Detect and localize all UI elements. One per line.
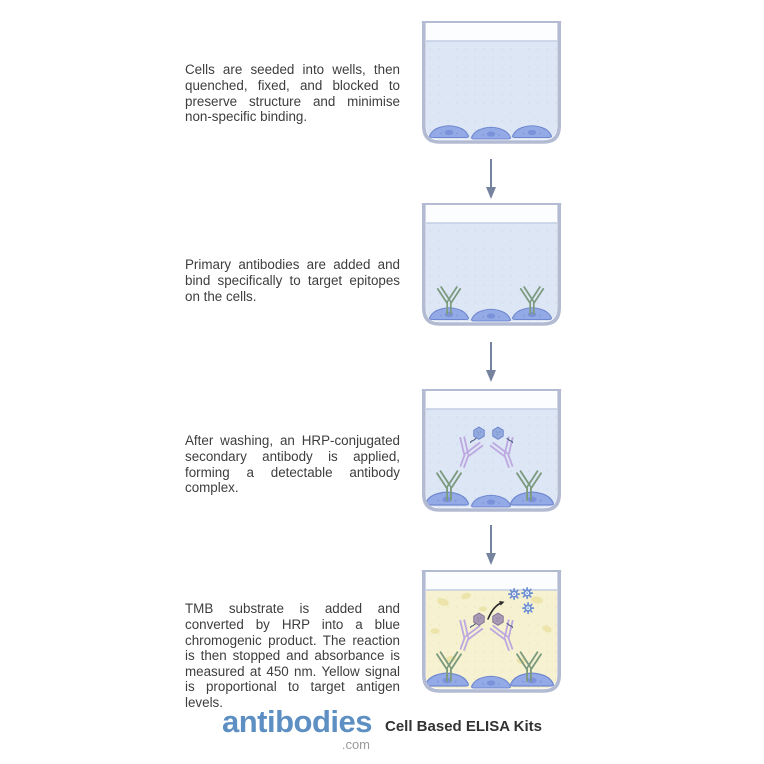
product-name: Cell Based ELISA Kits: [385, 718, 542, 735]
brand-logo: [222, 706, 372, 751]
brand-tld: .com: [341, 737, 370, 752]
cell-icon: [430, 126, 552, 139]
well-illustration-step-1: [419, 20, 564, 148]
step-3-description: After washing, an HRP-conjugated secondary antibody is applied, forming a detectable antibody complex.: [185, 433, 400, 496]
flow-arrow-2: [482, 341, 500, 383]
footer-logo: [0, 706, 764, 751]
well-illustration-step-4: [419, 569, 564, 697]
brand-name: antibodies: [221, 704, 372, 739]
well-illustration-step-2: [419, 202, 564, 330]
step-2-description: Primary antibodies are added and bind specifically to target epitopes on the cells.: [185, 257, 400, 304]
step-4-description: TMB substrate is added and converted by HRP into a blue chromogenic product. The reaction is then stopped and absorbance is measured at 450 nm. Yellow signal is proportional to target antigen levels.: [185, 601, 400, 710]
well-illustration-step-3: [419, 388, 564, 516]
step-1-description: Cells are seeded into wells, then quenched, fixed, and blocked to preserve structure and minimise non-specific binding.: [185, 62, 400, 125]
flow-arrow-3: [482, 524, 500, 566]
flow-arrow-1: [482, 158, 500, 200]
